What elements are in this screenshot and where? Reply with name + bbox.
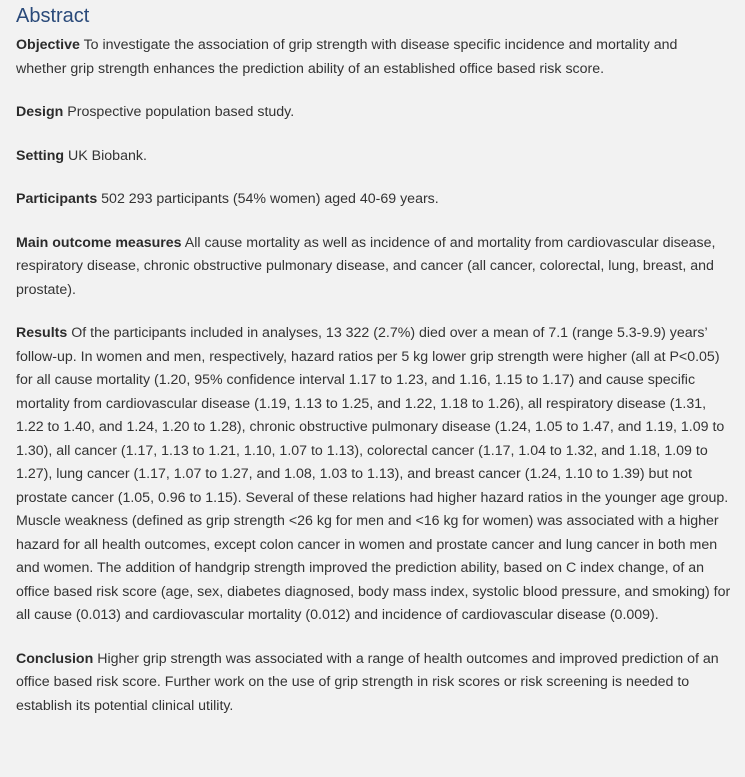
- design-label: Design: [16, 104, 64, 120]
- conclusion-paragraph: [16, 648, 731, 719]
- setting-text: UK Biobank.: [68, 147, 147, 164]
- outcomes-text: All cause mortality as well as incidence of and mortality from cardiovascular disease, respiratory disease, chronic obstructive pulmonary disease, and cancer (all cancer, colorectal, lung, breast, and prostate).: [16, 234, 716, 298]
- participants-paragraph: [16, 188, 731, 212]
- participants-text: 502 293 participants (54% women) aged 40-69 years.: [101, 191, 439, 207]
- abstract-heading: Abstract: [16, 5, 90, 27]
- objective-paragraph: [16, 34, 731, 81]
- results-text: Of the participants included in analyses, 13 322 (2.7%) died over a mean of 7.1 (range 5.3-9.9) years’ follow-up. In women and men, respectively, hazard ratios per 5 kg lower grip strength were higher (all at P<0.05) for all cause mortality (1.20, 95% confidence interval 1.17 to 1.23, and 1.16, 1.15 to 1.17) and cause specific mortality from cardiovascular disease (1.19, 1.13 to 1.25, and 1.22, 1.18 to 1.26), all respiratory disease (1.31, 1.22 to 1.40, and 1.24, 1.20 to 1.28), chronic obstructive pulmonary disease (1.24, 1.05 to 1.47, and 1.19, 1.09 to 1.30), all cancer (1.17, 1.13 to 1.21, 1.10, 1.07 to 1.13), colorectal cancer (1.17, 1.04 to 1.32, and 1.18, 1.09 to 1.27), lung cancer (1.17, 1.07 to 1.27, and 1.08, 1.03 to 1.13), and breast cancer (1.24, 1.10 to 1.39) but not prostate cancer (1.05, 0.96 to 1.15). Several of these relations had higher hazard ratios in the younger age group. Muscle weakness (defined as grip strength <26 kg for men and <16 kg for women) was associated with a higher hazard for all health outcomes, except colon cancer in women and prostate cancer and lung cancer in both men and women. The addition of handgrip strength improved the prediction ability, based on C index change, of an office based risk score (age, sex, diabetes diagnosed, body mass index, systolic blood pressure, and smoking) for all cause (0.013) and cardiovascular mortality (0.012) and incidence of cardiovascular disease (0.009).: [16, 325, 731, 623]
- results-paragraph: [16, 322, 731, 628]
- outcomes-label: Main outcome measures: [16, 234, 182, 251]
- objective-text: To investigate the association of grip strength with disease specific incidence and mortality and whether grip strength enhances the prediction ability of an established office based risk score.: [16, 37, 678, 77]
- design-paragraph: [16, 101, 731, 125]
- outcomes-paragraph: [16, 232, 731, 303]
- results-label: Results: [16, 325, 68, 341]
- objective-label: Objective: [16, 37, 80, 53]
- conclusion-text: Higher grip strength was associated with a range of health outcomes and improved prediction of an office based risk score. Further work on the use of grip strength in risk scores or risk screening is needed to establish its potential clinical utility.: [16, 650, 719, 714]
- setting-paragraph: [16, 145, 731, 169]
- conclusion-label: Conclusion: [16, 650, 94, 667]
- setting-label: Setting: [16, 147, 65, 164]
- participants-label: Participants: [16, 191, 98, 207]
- design-text: Prospective population based study.: [67, 104, 295, 120]
